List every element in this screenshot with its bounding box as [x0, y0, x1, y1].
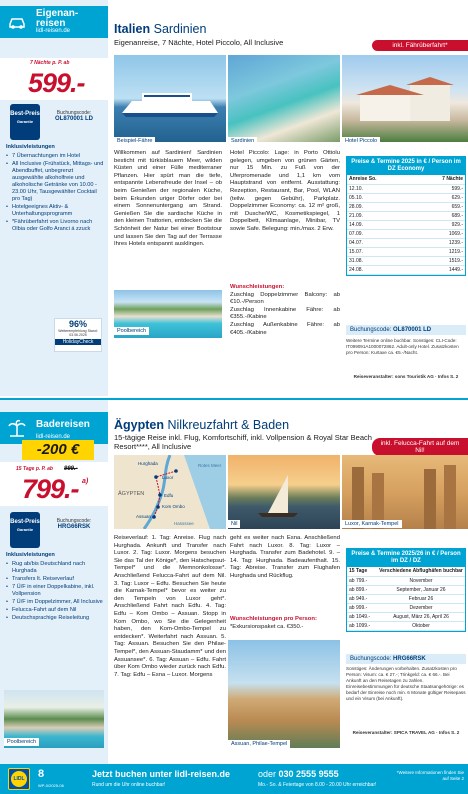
table-row [347, 603, 465, 612]
row-price: ab 899.- [347, 585, 377, 594]
text-itinerary-1: Reiseverlauf: 1. Tag: Anreise. Flug nach Hurghada. Ankunft und Transfer nach Luxor. 2. Tag: Luxor. Morgens besuchen Sie das Tal der Könige*, den Hatschepsut-Tempel* und die Memnonkolosse*. Anschließend Felucca-Fahrt auf dem Nil. 3. Tag: Luxor – Edfu. Besuchen Sie heute die Karnak-Tempel* bevor es weiter zu den Tempeln von Luxor geht*. Anschließend Fahrt nach Edfu. 4. Tag: Edfu – Kom Ombo – Assuan. Stopp in Kom Ombo, wo Sie die Gelegenheit haben, den Kom-Ombo-Tempel zu entdecken*. Weiterfahrt nach Assuan. 5. Tag: Assuan. Besuchen Sie den Philae-Tempel*, den Assuan-Staudamm* und den Assuansee*. 6. Tag: Assuan – Edfu. Fahrt über Kom Ombo wieder zurück nach Edfu. 7. Tag: Edfu – Esna – Luxor. Morgens [114, 535, 226, 678]
footer-phone[interactable] [258, 769, 339, 779]
booking-code-box [44, 518, 104, 530]
booking-code-label: Buchungscode: [350, 327, 392, 333]
row-price: 1519.- [413, 256, 465, 265]
map-label: Assuan [136, 514, 152, 519]
table-row [347, 265, 465, 274]
photo-karnak [342, 455, 468, 529]
footer-main-link[interactable]: Jetzt buchen unter lidl-reisen.de [92, 769, 231, 779]
price-value: 799.- [22, 474, 79, 504]
table-col-date: Anreise So. [347, 175, 413, 184]
row-price: 1219.- [413, 247, 465, 256]
inclusive-item: • *Fährüberfahrt von Livorno nach Olbia oder Golfo Aranci á zzuck [6, 219, 104, 233]
wish-list-egypt [230, 616, 340, 631]
photo-ferry [114, 55, 226, 142]
title-region: Nilkreuzfahrt & Baden [167, 418, 290, 432]
price-note: 7 Nächte p. P. ab [30, 60, 70, 66]
map-label: Luxor [162, 475, 174, 480]
footer-bar [0, 764, 468, 794]
holidaycheck-badge [54, 318, 102, 352]
row-date: 07.09. [347, 229, 413, 238]
footer-info: *Weitere Informationen finden Sie auf Seite 2 [396, 770, 464, 781]
phone-prefix: oder [258, 769, 277, 779]
title-country: Ägypten [114, 418, 164, 432]
row-price: ab 1049.- [347, 612, 377, 621]
wish-item: *Exkursionspaket ca. €350.- [230, 623, 304, 630]
hotel-illustration [342, 55, 468, 142]
caption-hotel: Hotel Piccolo [342, 137, 380, 145]
booking-code-label: Buchungscode: [56, 518, 92, 524]
row-price: 629.- [413, 193, 465, 202]
price-table-egypt [346, 548, 466, 632]
booking-code: OL870001 LD [54, 116, 94, 122]
map-label: Hurghada [138, 461, 158, 466]
booking-code-label: Buchungscode: [56, 110, 92, 116]
wish-item: Zuschlag Außenkabine Fähre: ab €405.-/Kabine [230, 321, 340, 336]
felucca-pill: inkl. Felucca-Fahrt auf dem Nil! [372, 438, 468, 456]
row-price: 1239.- [413, 238, 465, 247]
holidaycheck-brand: HolidayCheck [55, 339, 101, 345]
inclusive-item: • 7 Übernachtungen im Hotel [6, 153, 104, 160]
caption-karnak: Luxor, Karnak-Tempel [342, 520, 402, 528]
photo-philae [228, 640, 340, 748]
subtitle-egypt: 15-tägige Reise inkl. Flug, Komfortschiff, inkl. Vollpension & Royal Star Beach Resort****, All Inclusive [114, 433, 372, 451]
badge-small: Garantie [16, 527, 34, 532]
row-date: 04.07. [347, 238, 413, 247]
table-row [347, 229, 465, 238]
table-col-note: Verschiedene Abflughäfen buchbar [377, 567, 465, 576]
row-months: Dezember [377, 603, 465, 612]
inclusive-list [6, 552, 104, 623]
row-date: 31.08. [347, 256, 413, 265]
row-price: ab 999.- [347, 603, 377, 612]
table-row [347, 184, 465, 193]
page-number: 8 [38, 768, 45, 780]
category-title: Badereisen [36, 419, 90, 430]
map-label: Kom Ombo [162, 504, 185, 509]
row-price: 689.- [413, 211, 465, 220]
price-box-egypt [0, 462, 108, 506]
table-row [347, 220, 465, 229]
table-col-duration: 15 Tage [347, 567, 377, 576]
page-title-egypt [114, 418, 289, 432]
wish-title: Wunschleistungen pro Person: [230, 616, 317, 622]
map-label: Edfu [164, 493, 174, 498]
inclusive-list [6, 144, 104, 234]
organizer-egypt: Reiseveranstalter: SPICA TRAVEL AG · Infos S. 2 [352, 730, 460, 735]
text-intro-italy: Willkommen auf Sardinien! Sardinien besticht mit türkisblauem Meer, wilden Küsten und einer Fülle mediterraner Pflanzen. Hier spürt man die tiefe, entspannte Lebensfreude der Insel – ob beim Genießen der regionalen Küche, beim Erkunden uriger Dörfer oder bei einem Sonnenuntergang am Strand. Genießen Sie die sardische Küche in den kleinen Trattorien, entdecken Sie die Schönheit der Natur bei einer Bootstour und lassen Sie den Tag auf der Terrasse Ihres Hotels entspannt ausklingen. [114, 150, 222, 248]
price-table-title: Preise & Termine 2025/26 in € / Person im DZ / DZ [347, 549, 465, 567]
caption-nile: Nil [228, 520, 240, 528]
row-date: 21.09. [347, 211, 413, 220]
inclusive-item: • All Inclusive (Frühstück, Mittags- und Abendbuffet, unbegrenzt ausgewählte alkoholfreie und alkoholische Getränke von 10.00 - 23.00 Uhr, Tausgewählter Cocktail pro Tag) [6, 161, 104, 203]
photo-hotel-piccolo [342, 55, 468, 142]
title-region: Sardinien [153, 22, 207, 36]
table-row [347, 594, 465, 603]
fine-print-italy: Weitere Termine online buchbar. Sonstiges: CLI-Code: IT099091A1000072862. Adult-only Hotel. Zusatzkosten pro Person: Kurtaxe ca. €5.-/Nacht. [346, 338, 459, 355]
category-tag-eigenanreisen[interactable] [0, 6, 108, 38]
table-row [347, 585, 465, 594]
category-url: lidl-reisen.de [36, 434, 71, 440]
row-months: Februar 26 [377, 594, 465, 603]
title-country: Italien [114, 22, 151, 36]
photo-sardinia-beach [228, 55, 340, 142]
price-table-title: Preise & Termine 2025 in € / Person im DZ Economy [347, 157, 465, 175]
wish-item: Zuschlag Doppelzimmer Balcony: ab €10.-/Person [230, 291, 340, 306]
footer-hours: Mo.- So. & Feiertage von 8.00 - 20.00 Uhr erreichbar! [258, 782, 377, 788]
row-months: August, März 26, April 26 [377, 612, 465, 621]
price-note: 15 Tage p. P. ab [16, 466, 53, 472]
row-date: 24.08. [347, 265, 413, 274]
booking-code-bar-egypt [346, 654, 466, 664]
map-label: Rotes Meer [198, 463, 222, 468]
booking-code-label: Buchungscode: [350, 656, 392, 662]
phone-number: 030 2555 9555 [278, 769, 339, 779]
badge-text: Best-Preis [10, 111, 40, 117]
row-months: November [377, 576, 465, 585]
inclusive-item: • Hotelgeeignes Aktiv- & Unterhaltungsprogramm [6, 204, 104, 218]
catalog-code: WP-0/2025-06 [38, 783, 64, 788]
map-label: Hassssee [174, 521, 194, 526]
row-date: 28.09. [347, 202, 413, 211]
wish-item: Zuschlag Innenkabine Fähre: ab €355.-/Kabine [230, 306, 340, 321]
caption-philae: Assuan, Philae-Tempel [228, 740, 290, 748]
organizer-italy: Reiseveranstalter: sons Touristik AG · Infos S. 2 [353, 374, 459, 379]
price-value: 599.- [28, 68, 85, 98]
holidaycheck-percent: 96% [68, 319, 87, 329]
badge-text: Best-Preis [10, 519, 40, 525]
table-row [347, 211, 465, 220]
booking-code: HRG66RSK [393, 656, 426, 662]
subtitle-italy: Eigenanreise, 7 Nächte, Hotel Piccolo, All Inclusive [114, 38, 284, 47]
table-row [347, 238, 465, 247]
ferry-included-pill: inkl. Fährüberfahrt* [372, 40, 468, 51]
caption-sardinia: Sardinien [228, 137, 257, 145]
nile-route-map [114, 455, 226, 529]
row-price: 599.- [413, 184, 465, 193]
row-months: September, Januar 26 [377, 585, 465, 594]
best-price-badge [10, 512, 40, 548]
temple-illustration [342, 455, 468, 529]
table-row [347, 576, 465, 585]
booking-code-box [44, 110, 104, 122]
wish-list-italy [230, 284, 340, 337]
row-price: ab 1099.- [347, 621, 377, 630]
booking-code: OL870001 LD [393, 327, 432, 333]
best-price-badge [10, 104, 40, 140]
booking-code: HRG66RSK [57, 524, 91, 530]
row-price: 1069.- [413, 229, 465, 238]
booking-code-bar-italy [346, 325, 466, 335]
caption-ferry: Beispiel-Fähre [114, 137, 155, 145]
row-date: 05.10. [347, 193, 413, 202]
palm-icon [7, 418, 27, 438]
page-title-italy [114, 22, 206, 36]
category-title: Eigenan- reisen [36, 8, 79, 29]
caption-pool: Poolbereich [114, 327, 149, 335]
inclusive-item: • 7 Ü/F in einer Doppelkabine, inkl. Vollpension [6, 584, 104, 598]
inclusive-title: Inklusivleistungen [6, 144, 55, 150]
logo-text: LIDL [13, 776, 25, 782]
price-footnote: a) [82, 478, 89, 485]
inclusive-item: • Rug ab/bis Deutschland nach Hurghada [6, 561, 104, 575]
category-url: lidl-reisen.de [36, 28, 71, 34]
table-row [347, 247, 465, 256]
photo-nile-map [114, 455, 226, 529]
wish-title: Wunschleistungen: [230, 284, 285, 290]
felucca-illustration [228, 455, 340, 529]
table-row [347, 202, 465, 211]
row-price: ab 949.- [347, 594, 377, 603]
row-price: 929.- [413, 220, 465, 229]
badge-small: Garantie [16, 119, 34, 124]
row-date: 15.07. [347, 247, 413, 256]
discount-badge: -200 € [22, 440, 94, 460]
row-price: 1449.- [413, 265, 465, 274]
inclusive-item: • Deutschsprachige Reiseleitung [6, 615, 104, 622]
inclusive-item: • Transfers lt. Reiseverlauf [6, 576, 104, 583]
row-price: ab 799.- [347, 576, 377, 585]
price-box-italy [0, 58, 108, 100]
table-row [347, 612, 465, 621]
row-date: 14.09. [347, 220, 413, 229]
table-row [347, 256, 465, 265]
table-row [347, 193, 465, 202]
text-itinerary-2: geht es weiter nach Esna. Anschließend Fahrt nach Luxor. 8. Tag: Luxor – Hurghada. Transfer zum Badehotel. 9. – 14. Tag: Hurghada. Badeaufenthalt. 15. Tag: Abreise. Transfer zum Flughafen Hurghada und Rückflug. [230, 535, 340, 579]
row-price: 659.- [413, 202, 465, 211]
holidaycheck-text: Weiterempfehlung Stand: 03.06.2025 [58, 329, 98, 337]
map-label: ÄGYPTEN [118, 491, 145, 497]
row-months: Oktober [377, 621, 465, 630]
row-date: 12.10. [347, 184, 413, 193]
footer-sub: Rund um die Uhr online buchbar! [92, 782, 166, 788]
inclusive-item: • Felucca-Fahrt auf dem Nil [6, 607, 104, 614]
lidl-logo[interactable] [8, 768, 30, 790]
inclusive-item: • 7 Ü/F im Doppelzimmer, All Inclusive [6, 599, 104, 606]
car-icon [7, 12, 27, 32]
inclusive-title: Inklusivleistungen [6, 552, 55, 558]
table-col-nights: 7 Nächte [413, 175, 465, 184]
photo-nile [228, 455, 340, 529]
text-hotel-italy: Hotel Piccolo: Lage: in Porto Ottiolu gelegen, umgeben von grünen Gärten, nur 15 Min. zu Fuß von der Uferpromenade und 1,1 km vom Hauptstrand von entfernt. Ausstattung: Rezeption, Restaurant, Bar, Pool, WLAN (teilw. gegen Gebühr), Parkplatz. Doppelzimmer Economy: ca. 12 m² groß, mit Dusche/WC, Kosmetikspiegel, 1 Doppelbett, Klimaanlage, Minibar, TV sowie Safe. Belegung: min./max. 2 Erw. [230, 150, 340, 232]
old-price: 999.- [64, 466, 78, 472]
fine-print-egypt: Sonstiges: Änderungen vorbehalten. Zusatzkosten pro Person: Visum: ca. € 27.-; Trinkgeld: ca. € 66.-. Bei Ankunft an den Reisetagen zu zahlen. Einreisebestimmungen für deutsche Staatsangehörige: es bedarf der Einreise noch min. 6 Monate gültiger Reisepass und ein Visum (bei Ankunft). [346, 666, 466, 701]
caption-pool: Poolbereich [4, 738, 39, 746]
price-table-italy [346, 156, 466, 276]
ferry-illustration [114, 55, 226, 142]
table-row [347, 621, 465, 630]
